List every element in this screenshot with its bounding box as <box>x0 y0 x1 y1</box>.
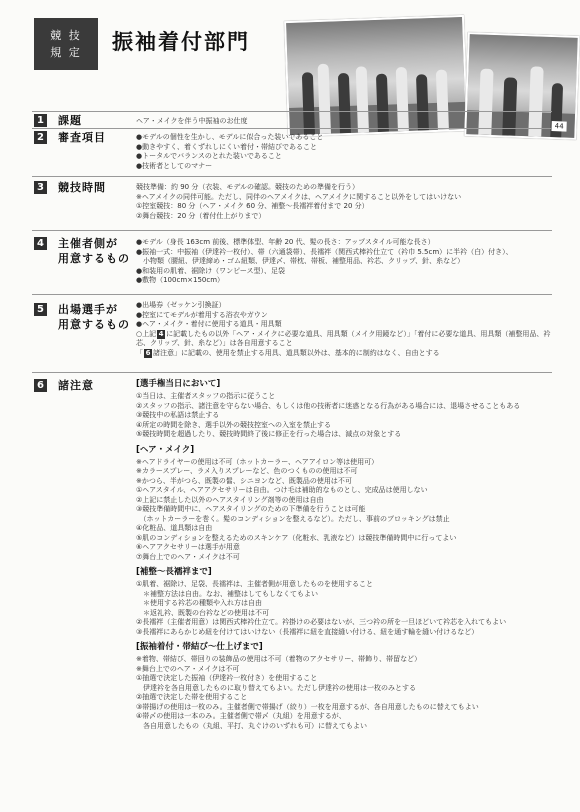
category-line2: 規 定 <box>50 46 82 59</box>
section-divider <box>32 128 552 129</box>
subsection-heading: [振袖着付・帯結び〜仕上げまで] <box>136 642 263 652</box>
section-body: [選手権当日において] ①当日は、主催者スタッフの指示に従うこと ②スタッフの指示、諸注意を守らない場合、もしくは他の技術者に迷惑となる行為がある場合には、退場させることもある ③競技中の私語は禁止する ④所定の時間を除き、選手以外の競技控室への入室を禁止する ⑤競技時間を超過したり、競技時間終了後に修正を行った場合は、減点の対象とする [ヘア・メイク] ※ヘアドライヤーの使用は不可（ホットカーラー、ヘアアイロン等は使用可） ※カラースプレー、ラメ入りスプレーなど、色のつくものの使用は不可 ※かつら、半がつら、既製の髷、シニヨンなど、既製品の使用は不可 ①ヘアスタイル、ヘアアクセサリーは自由。つけ毛は補助的なものとし、完成品は使用しない ②上記に禁止した以外のヘアスタイリング剤等の使用は自由 ③競技準備時間中に、ヘアスタイリングのための下準備を行うことは可能 （ホットカーラーを巻く。髪のコンディションを整えるなど）。ただし、事前のブロッキングは禁止 ④化粧品、道具類は自由 ⑤肌のコンディションを整えるためのスキンケア（化粧水、乳液など）は競技準備時間中に行ってよい ⑥ヘアアクセサリーは選手が用意 ⑦舞台上でのヘア・メイクは不可 [補整〜長襦袢まで] ①肌着、裾除け、足袋、長襦袢は、主催者側が用意したものを使用すること ＊補整方法は自由。なお、補整はしてもしなくてもよい ＊使用する衿芯の種類や入れ方は自由 ＊返礼衿、既製の台衿などの使用は不可 ②長襦袢（主催者用意）は関西式棒衿仕立て。衿掛けの必要はないが、三つ衿の所を一旦ほどいて衿芯を入れてもよい ③長襦袢にあらかじめ紐を付けてはいけない（長襦袢に紐を直接縫い付ける、紐を通す輪を縫い付けるなど） [振袖着付・帯結び〜仕上げまで] ※着物、帯結び、帯回りの装飾品の使用は不可（着物のアクセサリー、帯飾り、帯留など） ※舞台上でのヘア・メイクは不可 ①抽選で決定した振袖（伊達衿一枚付き）を使用すること 伊達衿を各自用意したものに取り替えてもよい。ただし伊達衿の使用は一枚のみとする ②抽選で決定した帯を使用すること ③帯揚げの使用は一枚のみ。主催者側で帯揚げ（絞り）一枚を用意するが、各自用意したものに替えてもよい ④帯〆の使用は一本のみ。主催者側で帯〆（丸組）を用意するが、 各自用意したもの（丸組、平打、丸ぐけのいずれも可）に替えてもよい <box>136 379 556 731</box>
section-label: 出場選手が 用意するもの <box>58 303 130 331</box>
section-divider <box>32 176 552 177</box>
section-number: 1 <box>34 114 47 127</box>
subsection-heading: [選手権当日において] <box>136 379 221 389</box>
section-divider <box>32 372 552 373</box>
section-number: 5 <box>34 303 47 316</box>
section-divider <box>32 111 552 112</box>
section-ref-badge: 4 <box>158 329 164 338</box>
category-box <box>34 18 98 70</box>
section-number: 6 <box>34 379 47 392</box>
section-body: ヘア・メイクを伴う中振袖のお仕度 <box>136 117 248 125</box>
section-label: 諸注意 <box>58 379 94 392</box>
section-number: 2 <box>34 131 47 144</box>
section-body: ●モデル（身長 163cm 前後、標準体型、年齢 20 代、髪の長さ：アップスタイル可能な長さ） ●振袖一式：中振袖（伊達衿一枚付）、帯（六通袋帯）、長襦袢（関西式棒衿仕立て（衿巾 5.5cm）に半衿（白）付き）、 小物類（腰紐、伊達締め・ゴム紐類、伊達〆、帯枕、帯板、補整用品、衿芯、クリップ、針、糸など） ●和装用の肌着、裾除け（ワンピース型）、足袋 ●敷物（100cm×150cm） <box>136 238 513 284</box>
section-body: 競技準備：約 90 分（衣装、モデルの確認。競技のための準備を行う） ※ヘアメイクの同伴可能。ただし、同伴のヘアメイクは、ヘアメイクに関すること以外をしてはいけない ①控室競技：80 分（ヘア・メイク 60 分、補整〜長襦袢着付まで 20 分） ②舞台競技：20 分（着付仕上がりまで） <box>136 183 462 220</box>
section-label: 主催者側が 用意するもの <box>58 237 130 265</box>
section-label: 競技時間 <box>58 181 106 194</box>
section-body: ●モデルの個性を生かし、モデルに似合った装いであること ●動きやすく、着くずれしにくい着付・帯結びであること ●トータルでバランスのとれた装いであること ●技術者としてのマナー <box>136 133 324 170</box>
category-line1: 競 技 <box>50 29 82 42</box>
section-body: ●出場券（ゼッケン引換証） ●控室にてモデルが着用する浴衣やガウン ●ヘア・メイク・着付に使用する道具・用具類 ○上記 4 に記載したもの以外「ヘア・メイクに必要な道具、用具類（メイク用鏡など）」「着付に必要な道具、用具類（補整用品、衿芯、クリップ、針、糸など）」は各自用意すること 「 6 諸注意」に記載の、使用を禁止する用具、道具類以外は、基本的に制約はなく、自由とする <box>136 301 551 357</box>
section-label: 課題 <box>58 114 82 127</box>
subsection-heading: [補整〜長襦袢まで] <box>136 567 212 577</box>
section-number: 4 <box>34 237 47 250</box>
section-ref-badge: 6 <box>145 348 151 357</box>
section-label: 審査項目 <box>58 131 106 144</box>
page-title: 振袖着付部門 <box>112 29 250 54</box>
section-divider <box>32 294 552 295</box>
section-divider <box>32 230 552 231</box>
subsection-heading: [ヘア・メイク] <box>136 444 195 455</box>
section-number: 3 <box>34 181 47 194</box>
contestant-number-badge: 44 <box>552 121 567 132</box>
